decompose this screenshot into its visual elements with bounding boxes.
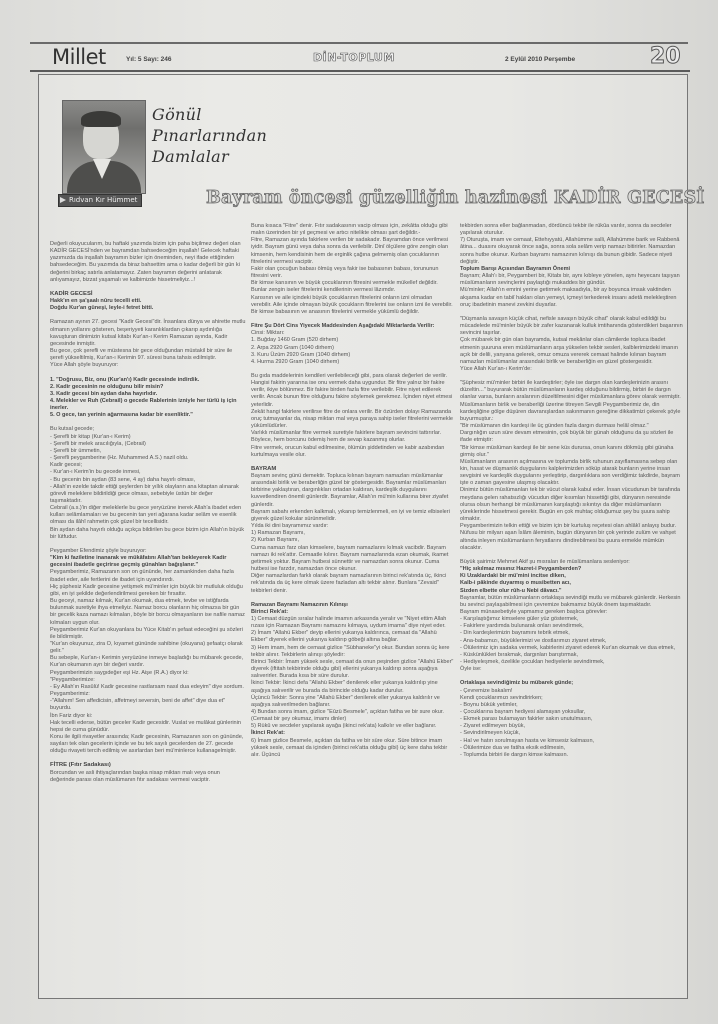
paragraph: Bayram sabahı erkenden kalkmalı, yıkanıp temizlenmeli, en iyi ve temiz elbiseleri giyerek güzel kokular sürünmelidir. [251, 508, 450, 522]
paragraph-gap [460, 552, 685, 559]
paragraph: Fitre, Ramazan ayında fakirlere verilen bir sadakadır. Bayramdan önce verilmesi iyidir. Bayram günü veya daha sonra da verilebilir. Dinî ölçülere göre zengin olan kimsenin, hem kendisinin hem de erginlik çağına gelmemiş olan çocuklarının fitrelerini vermesi vaciptir. [251, 237, 449, 265]
paragraph: tekbirden sonra eller bağlanmadan, dördüncü tekbir ile rükûa varılır, sonra da secdeler yapılarak oturulur. [460, 223, 672, 237]
paragraph: İkinci Tekbir: İkinci defa "Allahü Ekber" denilerek eller yukarıya kaldırılıp yine aşağıya salıverilir ve burada da birincide olduğu kadar durulur. [251, 680, 438, 694]
paragraph: 1) Cemaat düzgün sıralar halinde imamın arkasında yeralır ve "Niyet ettim Allah rızası için Ramazan Bayramı namazını kılmaya, uydum imama" diye niyet eder. [251, 615, 447, 630]
paragraph: Fakir olan çocuğun babası ölmüş veya fakir ise babasının babası, torununun fitresini verir. [251, 265, 439, 280]
photo-figure-hair [81, 111, 121, 127]
paragraph: - Ey Allah'ın Rasûlü! Kadir gecesine rastlarsam nasıl dua edeyim" diye sordum. Peygamberimiz: [50, 683, 244, 698]
paragraph: Bu sebeple, Kur'an-ı Kerimin yeryüzüne inmeye başladığı bu mübarek gecede, Kur'an okumanın ayrı bir değeri vardır. [50, 655, 244, 669]
paragraph: - Din kardeşlerimizin bayramını tebrik etmek, [460, 630, 570, 637]
paragraph: "Şüphesiz mü'minler birbiri ile kardeştirler; öyle ise dargın olan kardeşlerinizin arasını düzeltin..." buyurarak bütün müslümanların kardeş olduğunu bildirmiş, birbiri ile dargın olanlar varsa, bunların aralarının düzeltilmesini diğer müslümanlara görev olarak vermiştir. [460, 380, 681, 401]
paragraph: Kadir gecesi; [50, 462, 83, 469]
paragraph: 7) Oturuşta, imam ve cemaat, Ettehıyyatü, Allahümme salli, Allahümme barik ve Rabbenâ âtina... duasını okuyarak önce sağa, sonra sola selâm verip namazı bitirirler. Namazdan sonra hutbe okunur. Kurban bayramı namazının kılınışı da bunun gibidir. Sadece niyeti değiştir. [460, 237, 680, 265]
paragraph: Mü'minler; Allah'ın emrini yerine getirmek maksadıyla, bir ay boyunca imsak vaktinden akşama kadar en tabiî hakları olan yemeyi, içmeyi terkederek insanı adetâ melekleştiren oruç ibadetinin manevi zevkini duyarlar. [460, 287, 677, 308]
column-title-line: Pınarlarından [152, 126, 268, 145]
paragraph-gap [251, 459, 454, 466]
paragraph: - Küskünlükleri bırakmak, dargınları barıştırmak, [460, 651, 579, 658]
paragraph: Diğer namazlardan farklı olarak bayram namazlarının birinci rek'atında üç, ikinci rek'atında da üç kere olmak üzere fazladan altı tekbir alınır. Bunlara "Zevaid" tekbirleri denir. [251, 573, 447, 594]
paragraph: Bu kutsal gecede; [50, 426, 95, 433]
paragraph-gap [460, 309, 685, 316]
paragraph: Bir kimse karısının ve büyük çocuklarının fitresini vermekle mükellef değildir. Bunlar zengin iseler fitrelerini kendilerinin vermesi lâzımdır. [251, 280, 438, 294]
paragraph: Bayramlar, bütün müslümanların ortaklaşa sevindiği mutlu ve mübarek günlerdir. Herkesin bu sevinci paylaşabilmesi için çevremize bakmamız büyük önem taşımaktadır. [460, 594, 681, 608]
paragraph: 1. Buğday 1460 Gram (520 dirhem) [251, 337, 339, 344]
paragraph: 2. Arpa 2920 Gram (1040 dirhem) [251, 344, 334, 351]
paragraph: Büyük şairimiz Mehmet Akif şu mısraları ile müslümanlara sesleniyor: [460, 558, 630, 565]
paragraph: - Karşılaştığımız kimselere güler yüz göstermek, [460, 616, 579, 623]
masthead [30, 44, 690, 70]
masthead-bottom-rule [30, 70, 690, 72]
paragraph: Ramazan Bayramı Namazının Kılınışı [251, 601, 348, 608]
paragraph: Çok mübarek bir gün olan bayramda, kutsal mekânlar olan câmilerde topluca ibadet etmenin şuuruna eren müslümanların arşa yükselen tekbir sesleri, kalblerimizdeki imanın açık bir delili, yanyana gelerek, omuz omuza vererek cemaat halinde kılınan bayram namazları müslümanlar arasındaki birlik ve beraberliğin en güzel göstergesidir. [460, 337, 678, 365]
article-headline: Bayram öncesi güzelliğin hazinesi KADİR GECESİ [206, 188, 705, 208]
paragraph: "Bir müslümanın din kardeşi ile üç günden fazla dargın durması helâl olmaz." [460, 423, 649, 430]
paragraph: - Ölülerimize dua ve fatiha eksik edilmesin, [460, 744, 566, 751]
author-photo [62, 100, 146, 194]
paragraph: - Allah'ın ezelde takdir ettiği şeylerden bir yıllık olayların ana kitaptan alınarak görevli meleklere bildirildiği gece olması, sebebiyle üstün bir değer taşımaktadır. [50, 483, 239, 504]
newspaper-brand: Millet [52, 45, 106, 69]
paragraph: Bayram sevinç günü demektir. Topluca kılınan bayram namazları müslümanlar arasındaki birlik ve beraberliğin güzel bir göstergesidir. Bayramlar müslümanları birbirine yaklaştıran, dargınlıkları ortadan kaldıran, kardeşlik duygularını kuvvetlendiren önemli günlerdir. Bayramlar, Allah'ın mü'min kullarına birer ziyafet günlerdir. [251, 473, 449, 508]
paragraph: Öyle ise: [460, 666, 482, 673]
paragraph: 1. "Doğrusu, Biz, onu (Kur'an'ı) Kadir gecesinde indirdik. [50, 376, 200, 383]
paragraph: Yılda iki dini bayramımız vardır: [251, 523, 329, 530]
paragraph: - Fakirlere yardımda bulunarak onları sevindirmek, [460, 623, 584, 630]
paragraph: 3) Hem imam, hem de cemaat gizlice "Sübhaneke"yi okur. Bundan sonra üç kere tekbir alınır. Tekbirlerin alınışı şöyledir: [251, 644, 450, 658]
paragraph: - Hal ve hatırı sorulmayan hasta ve kimsesiz kalmasın, [460, 737, 595, 744]
column-title-line: Damlalar [152, 147, 229, 166]
paragraph: - Şerefli bir ümmetin, [50, 447, 102, 454]
paragraph: "Peygamberimize: [50, 676, 95, 683]
paragraph: "Düşmanla savaşın küçük cihat, nefisle savaşın büyük cihat" olarak kabul edildiği bu mücadelede mü'minler büyük bir zafer kazanarak kulluk imtihanında gösterdikleri başarının sevincini taşırlar. [460, 315, 683, 337]
paragraph: - Boynu bükük yetimler, [460, 701, 518, 708]
paragraph: Ki Uzaklardaki bir mü'mini incitse diken, [460, 573, 566, 580]
paragraph: Ortaklaşa sevindiğimiz bu mübarek günde; [460, 680, 574, 687]
paragraph: - Ekmek parası bulamayan fakirler sakın unutulmasın, [460, 716, 593, 723]
paragraph: 4. Melekler ve Ruh (Cebrail) o gecede Rablerinin izniyle her türlü iş için inerler. [50, 397, 237, 412]
paragraph: Birinci Rek'at: [251, 608, 289, 615]
paragraph: - Şerefli bir melek aracılığıyla, (Cebrail) [50, 440, 146, 447]
section-heading: FİTRE (Fıtır Sadakası) [50, 762, 111, 769]
paragraph: Ramazan ayının 27. gecesi "Kadir Gecesi"dir. İnsanlara dünya ve ahirette mutlu olmanın yollarını gösteren, beşeriyyeti karanlıklardan çıkarıp aydınlığa kavuşturan dinimizin kutsal kitabı Kur'an-ı Kerim Ramazan ayında, Kadir gecesinde inmiştir. [50, 319, 246, 347]
paragraph: Müslümanların birlik ve beraberliği üzerine titreyen Sevgili Peygamberimiz de, din kardeşliğine gölge düşüren davranışlardan sakınmanın gereğine dikkatimizi çekerek şöyle buyurmuştur.: [460, 401, 681, 422]
paragraph: 1) Ramazan Bayramı, [251, 530, 305, 537]
paragraph: Bayram; Allah'ı bir, Peygamberi bir, Kitabı bir, aynı kıbleye yönelen, aynı heyecanı taşıyan müslümanların sevinçlerini paylaştığı mukaddes bir gündür. [460, 273, 680, 287]
paragraph: İkinci Rek'at: [251, 730, 285, 737]
paragraph-gap [50, 419, 246, 426]
section-heading: BAYRAM [251, 465, 277, 472]
paragraph: Üçüncü Tekbir: Sonra yine "Allahü Ekber" denilerek eller yukarıya kaldırılır ve aşağıya salıverilmeden bağlanır. [251, 694, 440, 708]
paragraph: - Sevindirilmeyen küçük, [460, 730, 521, 737]
paragraph-gap [50, 370, 246, 377]
paragraph: Varlıklı müslümanlar fitre vermek suretiyle fakirlere bayram sevincini tattırırlar. Böylece, hem borcunu ödemiş hem de sevap kazanmış olurlar. [251, 430, 442, 444]
paragraph: Hiç şüphesiz Kadir gecesine yetişmek mü'minler için büyük bir mutluluk olduğu gibi, en iyi şekilde değerlendirilmesi gereken bir fırsattır. [50, 583, 243, 597]
paragraph: 4) Bundan sonra imam, gizlice "Eûzü Besmele", açıktan fatiha ve bir sure okur. (Cemaat bir şey okumaz, imamı dinler) [251, 709, 444, 723]
article-column-2 [251, 223, 454, 759]
paragraph: Dargınlığın uzun süre devam etmesinin, çok büyük bir günah olduğunu da şu sözleri ile ifade etmiştir: [460, 430, 674, 444]
paragraph: Peygamberimizin saygıdeğer eşi Hz. Aişe (R.A.) diyor ki: [50, 669, 189, 676]
paragraph: Bu gece, çok şerefli ve müstesna bir gece olduğundan müstakil bir süre ile şerefi yükseltilmiş, Kur'an-ı Kerimin 97. süresi buna tahsis edilmiştir. [50, 348, 233, 362]
paragraph: "Kur'an okuyunuz, zira O, kıyamet gününde sahibine (okuyana) şefaatçı olarak gelir." [50, 640, 243, 655]
paragraph: Bin aydan daha hayırlı olduğu açıkça bildirilen bu gece bizim için Allah'ın büyük bir lütfudur. [50, 526, 245, 540]
paragraph: Buna kısaca "Fitre" denir. Fıtır sadakasının vacip olması için, zekâtta olduğu gibi malın üzerinden bir yıl geçmesi ve artıcı nitelikte olması şart değildir.- [251, 223, 448, 237]
paragraph: "Kim ki faziletine inanarak ve mükâfatını Allah'tan bekleyerek Kadir gecesini ibadetle geçirirse geçmiş günahları bağışlanır." [50, 555, 227, 569]
paragraph: 6) İmam gizlice Besmele, açıktan da fatiha ve bir süre okur. Süre bitince imam yüksek sesle, cemaat da içinden (birinci rek'atta olduğu gibi) üç kere daha tekbir alır. Üçüncü [251, 737, 448, 758]
paragraph: 2) İmam "Allahü Ekber" deyip ellerini yukarıya kaldırınca, cemaat da "Allahü Ekber" diyerek ellerini yukarıya kaldırıp göbeği altına bağlar. [251, 630, 437, 644]
paragraph-gap [251, 595, 454, 602]
paragraph: 2) Kurban Bayramı, [251, 537, 300, 544]
paragraph: 5) Rükû ve secdeler yapılarak ayağa (ikinci rek'ata) kalkılır ve eller bağlanır. [251, 723, 437, 730]
paragraph: Peygamberimiz Kur'an okuyanlara bu Yüce Kitab'ın şefaat edeceğini şu sözleri ile bildirmiştir. [50, 626, 243, 640]
paragraph: Kendi çocuklarımızı sevindirirken; [460, 694, 543, 701]
paragraph: Yüce Allah Kur'an-ı Kerim'de: [460, 365, 532, 372]
paragraph: Borcundan ve asli ihtiyaçlarından başka nisap miktarı malı veya onun değerinde parası olan müslümanın fıtır sadakası vermesi vaciptir. [50, 769, 220, 783]
section-heading: KADİR GECESİ [50, 290, 93, 297]
paragraph: Hak tecelli ederse, bütün geceler Kadir gecesidir. Vuslat ve mulâkat günlerinin hepsi de cuma günüdür. [50, 719, 241, 733]
paragraph: Dinimiz bütün müslümanları tek bir vücut olarak kabul eder. İnsan vücudunun bir tarafında meydana gelen rahatsızlığı vücudun diğer kısımları hissettiği gibi, dünyanın neresinde olursa olsun herhangi bir müslümanın karşılaştığı sıkıntıyı da diğer müslümanların yüreklerinde hissetmesi gerekir. Bugün en çok muhtaç olduğumuz şey bu şuura sahip olmaktır. [460, 487, 681, 523]
paragraph: Doğdu Kur'an güneşi, leyle-i fetret bitti. [50, 305, 154, 312]
paragraph: Bu geceyi, namaz kılmak, Kur'an okumak, dua etmek, tevbe ve istiğfarda bulunmak suretiyle ihya etmeliyiz. Namaz borcu olanların hiç olmazsa bir gün bir gecelik kaza namazı kılmaları, böyle bir borcu olmayanların ise nafile namaz kılmaları uygun olur. [50, 598, 245, 626]
paragraph: - Şerefli bir kitap (Kur'an-ı Kerim) [50, 433, 131, 440]
issue-info: Yıl: 5 Sayı: 246 [126, 56, 172, 63]
paragraph-gap [251, 366, 454, 373]
paragraph: - Çevremize bakalım! [460, 687, 513, 694]
paragraph: Bayram münasebetiyle yapmamız gereken başlıca görevler: [460, 608, 608, 615]
paragraph: Müslümanların arasının açılmasına ve toplumda birlik ruhunun zayıflamasına sebep olan kin, hasat ve düşmanlık duygularını kalplerimizden söküp atarak bunların yerine insan sevgisini ve kardeşlik duygularını yerleştirip, dargınlıklara son verdiğimiz takdirde, bayram işte o zaman gayesine ulaşmış olacaktır. [460, 458, 680, 487]
page-number: 20 [650, 44, 681, 69]
paragraph: 3. Kadir gecesi bin aydan daha hayırlıdır. [50, 390, 158, 397]
paragraph: Birinci Tekbir: İmam yüksek sesle, cemaat da onun peşinden gizlice "Allahü Ekber" diyerek (iftitah tekbirinde olduğu gibi) ellerini yukarıya kaldırıp sonra aşağıya salıverirler. Burada kısa bir süre durulur. [251, 658, 454, 680]
article-column-1 [50, 241, 246, 784]
paragraph: Fitre vermek, orucun kabul edilmesine, ölümün şiddetinden ve kabir azabından kurtulmaya vesile olur. [251, 444, 445, 458]
issue-date: 2 Eylül 2010 Perşembe [505, 56, 576, 63]
paragraph: Cebrail (a.s.)'in diğer meleklerle bu gece yeryüzüne inerek Allah'a ibadet eden kulları selâmlamaları ve bu gecenin tan yeri ağarana kadar selâm ve esenlik olması da ilâhî rahmetin çok güzel bir tecellisidir. [50, 505, 242, 526]
paragraph: 4. Hurma 2920 Gram (1040 dirhem) [251, 358, 340, 365]
paragraph: Değerli okuyucularım, bu haftaki yazımda bizim için paha biçilmez değeri olan KADİR GECESİ'nden ve bayramdan bahsedeceğim inşallah! Gelecek haftaki yazımızda da inşallah bayramın bizler için öneminden, neyi ifade ettiğinden bahsedeceğim. Bu yazımda da biraz bahsettim ama o kadar değerli bir gün ki değerini birkaç satırla anlatamayız. Zaten bayramın değerini anlatarak anlıyamayız, bizzat yaşamalı ve kalbimizde hissetmeliyiz...! [50, 241, 241, 283]
section-title: DİN-TOPLUM [313, 51, 395, 64]
paragraph: Konu ile ilgili rivayetler arasında; Kadir gecesinin, Ramazanın son on gününde, sayıları tek olan gecelerin içinde ve bu tek sayılı gecelerden de 27. gecede olduğu rivayeti tercih edilmiş ve asırlardan beri mü'minlerce kullanagelmiştir. [50, 734, 244, 755]
paragraph: Cinsi: Miktarı: [251, 330, 285, 337]
paragraph: Toplum Barışı Açısından Bayramın Önemi [460, 265, 571, 272]
paragraph: - Kur'an-ı Kerim'in bu gecede inmesi, [50, 469, 141, 476]
paragraph: - Çocuklarına bayram hediyesi alamayan yoksullar, [460, 709, 586, 715]
paragraph: Cuma namazı farz olan kimselere, bayram namazlarını kılmak vacibdir. Bayram namazı iki rek'attır. Cemaatle kılınır. Bayram namazlarında ezan okumak, ikamet getirmek yoktur. Bayram hutbesi sünnettir ve namazdan sonra okunur. Cuma hutbesi ise farzdır, namazdan önce okunur. [251, 544, 449, 573]
paragraph: 5. O gece, tan yerinin ağarmasına kadar bir esenliktir." [50, 412, 193, 419]
paragraph: "Bir kimse müslüman kardeşi ile bir sene küs durursa, onun kanını dökmüş gibi günaha girmiş olur." [460, 444, 674, 458]
column-title-line: Gönül [152, 105, 202, 124]
paragraph: - Ziyaret edilmeyen büyük, [460, 723, 526, 730]
paragraph: Bu gıda maddelerinin kendileri verilebileceği gibi, para olarak değerleri de verilir. Hangisi fakirin yararına ise onu vermek daha uygundur. Bir fitre yalnız bir fakire verilir, ikiye bölünmez. Bir fakire birden fazla fitre verilebilir. Fitre niyet edilerek verilir. Ancak bunun fitre olduğunu fakire söylemek gerekmez. İçinden niyet etmesi yeterlidir. [251, 372, 453, 408]
paragraph-gap [460, 373, 685, 380]
paragraph: İbn Fariz diyor ki: [50, 712, 93, 719]
paragraph: - Şerefli peygamberine (Hz. Muhammed A.S.) nazil oldu. [50, 455, 189, 462]
paragraph-gap [50, 284, 246, 291]
paragraph: Kalb-i pâkinde duyarmış o musibetten acı, [460, 580, 571, 587]
paragraph: - Bu gecenin bin aydan (83 sene, 4 ay) daha hayırlı olması, [50, 476, 196, 483]
paragraph-gap [50, 541, 246, 548]
paragraph: - Hediyeleşmek, özelikle çocukları hediyelerle sevindirmek, [460, 659, 605, 666]
paragraph: Hakk'ın en şa'şaalı nûru tecelli etti. [50, 298, 142, 305]
paragraph: Peygamberimizin telkin ettiği ve bizim için bir kurtuluş reçetesi olan ahlâkî anlayış budur. Nüfusu bir milyarı aşan İslâm âleminin, bugün dünyanın bir çok yerinde zulüm ve vahşet altında inleyen müslümanların feryatlarını dindirebilmesi bu şuura ermekle mümkün olacaktır. [460, 523, 677, 551]
column-title [152, 104, 267, 167]
author-name-tag: Rıdvan Kır Hümmet [58, 194, 142, 207]
paragraph: "Hiç sıkılmaz mısınız Hazret-i Peygamberden? [460, 566, 582, 573]
paragraph: Yüce Allah şöyle buyuruyor: [50, 362, 119, 369]
paragraph: Sizden elbette olur rûh-u Nebi dâvacı." [460, 587, 562, 594]
paragraph: Zekât hangi fakirlere verilirse fitre de onlara verilir. Bir özürden dolayı Ramazanda oruç tutmayanlar da, nisap miktarı mal veya paraya sahip iseler fitrelerini vermekle yükümlüdürler. [251, 408, 453, 430]
paragraph: 2. Kadir gecesinin ne olduğunu bilir misin? [50, 383, 164, 390]
paragraph: -"Allahım! Sen affedicisin, affetmeyi seversin, beni de affet" diye dua et" buyurdu. [50, 698, 226, 712]
paragraph: Fitre Şu Dört Cins Yiyecek Maddesinden Aşağıdaki Miktarlarda Verilir: [251, 323, 435, 330]
paragraph-gap [460, 673, 685, 680]
paragraph: Peygamber Efendimiz şöyle buyuruyor: [50, 547, 147, 554]
paragraph: Karısının ve aile içindeki büyük çocuklarının fitrelerini onların izni olmadan verebilir. Aile içinde olmayan büyük çocukların fitrelerini ise onların izni ile verebilir. Bir kimse babasının ve anasının fitrelerini vermekle yükümlü değildir. [251, 294, 453, 315]
paragraph: 3. Kuru Üzüm 2920 Gram (1040 dirhem) [251, 351, 351, 358]
paragraph: - Ölülerimiz için sadaka vermek, kabirlerini ziyaret ederek Kur'an okumak ve dua etmek, [460, 644, 676, 651]
paragraph-gap [251, 316, 454, 323]
paragraph: - Ana-babamızı, büyüklerimizi ve dostlarımızı ziyaret etmek, [460, 637, 607, 644]
paragraph: - Toplumda birbiri ile dargın kimse kalmasın. [460, 751, 569, 758]
article-column-3 [460, 223, 685, 759]
paragraph: Peygamberimiz, Ramazanın son on gününde, her zamankinden daha fazla ibadet eder, aile fertlerini de ibadet için uyandırırdı. [50, 569, 234, 583]
